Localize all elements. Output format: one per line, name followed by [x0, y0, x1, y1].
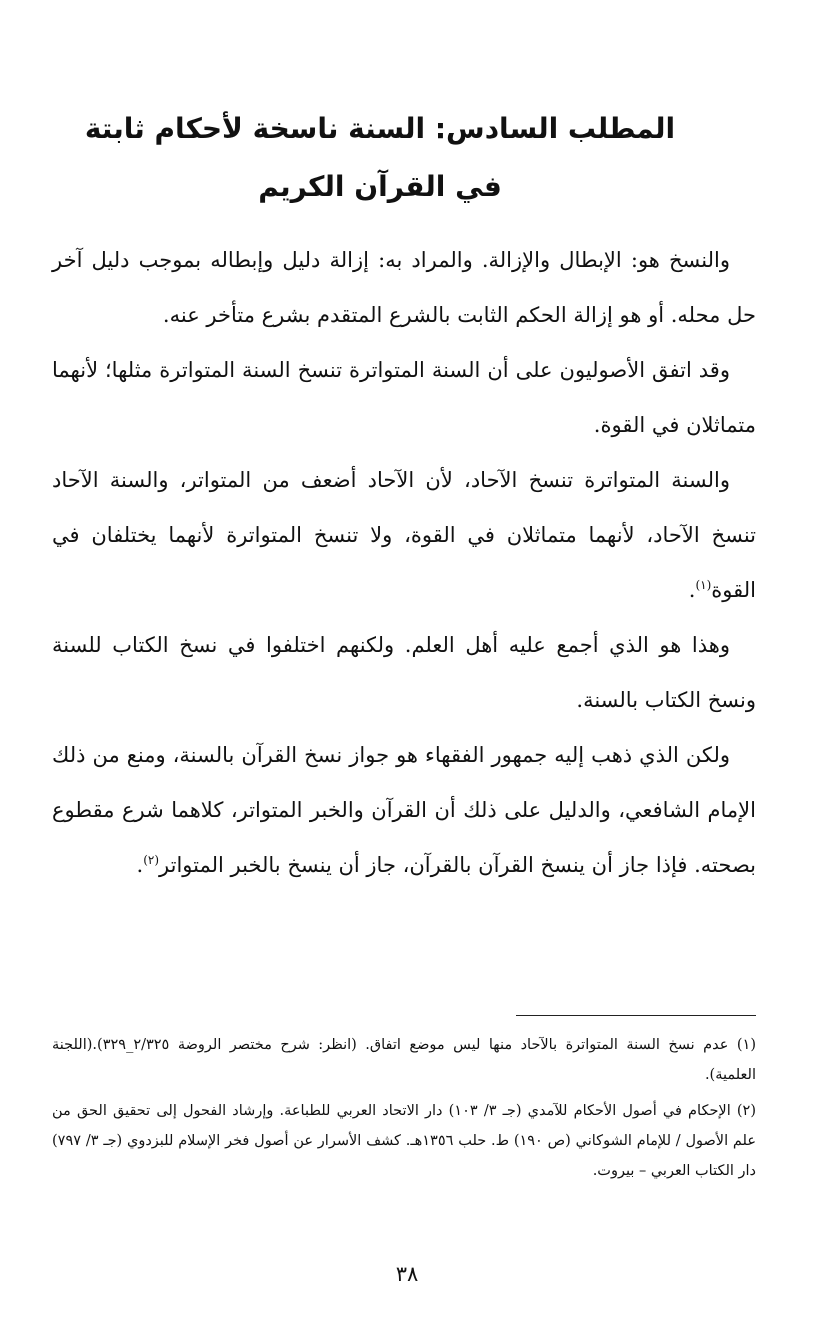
paragraph-3	[52, 453, 756, 618]
paragraph-5	[52, 728, 756, 893]
paragraph-3-text: والسنة المتواترة تنسخ الآحاد، لأن الآحاد أضعف من المتواتر، والسنة الآحاد تنسخ الآحاد، لأنهما متماثلان في القوة، ولا تنسخ المتواترة لأنهما يختلفان في القوة	[52, 468, 756, 602]
paragraph-1	[52, 233, 756, 343]
footnotes	[52, 1030, 756, 1192]
paragraph-4	[52, 618, 756, 728]
paragraph-2-text: وقد اتفق الأصوليون على أن السنة المتواترة تنسخ السنة المتواترة مثلها؛ لأنهما متماثلان في القوة.	[52, 358, 756, 437]
footnote-1: (١) عدم نسخ السنة المتواترة بالآحاد منها ليس موضع اتفاق. (انظر: شرح مختصر الروضة ٢/٣٢٥_٣٢٩).(اللجنة العلمية).	[52, 1037, 756, 1083]
page-number: ٣٨	[395, 1262, 419, 1286]
footnote-2: (٢) الإحكام في أصول الأحكام للآمدي (جـ ٣/ ١٠٣) دار الاتحاد العربي للطباعة. وإرشاد الفحول إلى تحقيق الحق من علم الأصول / للإمام الشوكاني (ص ١٩٠) ط. حلب ١٣٥٦هـ. كشف الأسرار عن أصول فخر الإسلام للبزدوي (جـ ٣/ ٧٩٧) دار الكتاب العربي – بيروت.	[52, 1103, 757, 1179]
footnote-marker-1: (١)	[695, 578, 712, 592]
section-heading: المطلب السادس: السنة ناسخة لأحكام ثابتة في القرآن الكريم	[84, 112, 676, 203]
footnote-separator	[516, 1015, 756, 1016]
footnote-marker-2: (٢)	[143, 853, 160, 867]
paragraph-3-tail: .	[688, 578, 696, 602]
paragraph-5-text: ولكن الذي ذهب إليه جمهور الفقهاء هو جواز نسخ القرآن بالسنة، ومنع من ذلك الإمام الشافعي، والدليل على ذلك أن القرآن والخبر المتواتر، كلاهما شرع مقطوع بصحته. فإذا جاز أن ينسخ القرآن بالقرآن، جاز أن ينسخ بالخبر المتواتر	[52, 743, 756, 877]
paragraph-2	[52, 343, 756, 453]
paragraph-4-text: وهذا هو الذي أجمع عليه أهل العلم. ولكنهم اختلفوا في نسخ الكتاب للسنة ونسخ الكتاب بالسنة.	[52, 633, 756, 712]
body-text	[52, 233, 756, 893]
paragraph-5-tail: .	[136, 853, 144, 877]
paragraph-1-text: والنسخ هو: الإبطال والإزالة. والمراد به: إزالة دليل وإبطاله بموجب دليل آخر حل محله. أو هو إزالة الحكم الثابت بالشرع المتقدم بشرع متأخر عنه.	[52, 248, 756, 327]
